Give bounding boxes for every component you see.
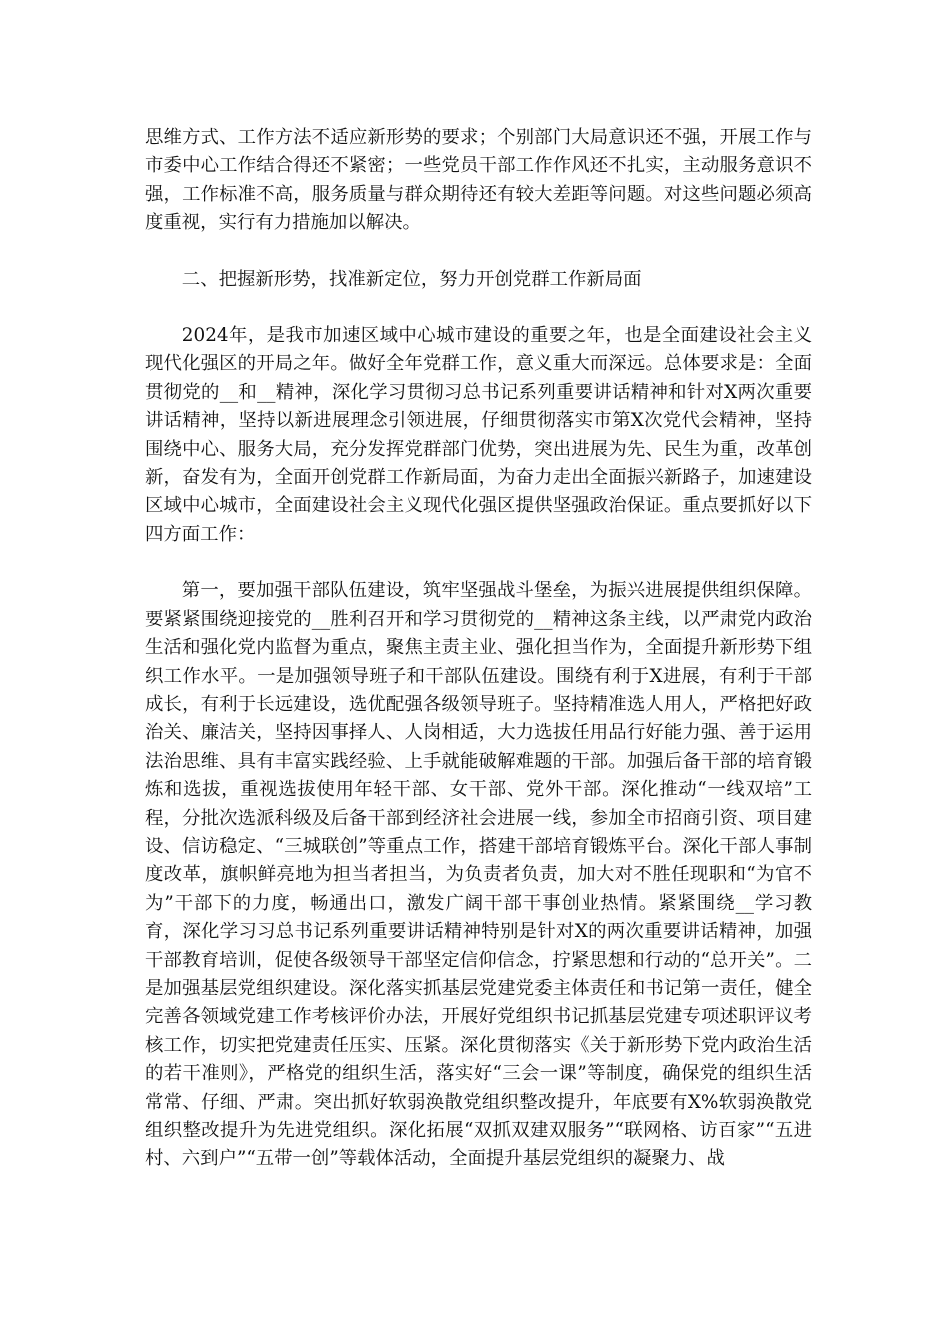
paragraph-gap [145,549,812,577]
paragraph-gap [145,294,812,322]
section-heading: 二、把握新形势，找准新定位，努力开创党群工作新局面 [181,268,642,290]
document-page [145,124,812,1174]
paragraph-gap [145,238,812,266]
paragraph-intro: 思维方式、工作方法不适应新形势的要求；个别部门大局意识还不强，开展工作与市委中心工作结合得还不紧密；一些党员干部工作作风还不扎实，主动服务意识不强，工作标准不高，服务质量与群众期待还有较大差距等问题。对这些问题必须高度重视，实行有力措施加以解决。 [145,127,812,234]
paragraph-first: 第一，要加强干部队伍建设，筑牢坚强战斗堡垒，为振兴进展提供组织保障。要紧紧围绕迎接党的__胜利召开和学习贯彻党的__精神这条主线，以严肃党内政治生活和强化党内监督为重点，聚焦主责主业、强化担当作为，全面提升新形势下组织工作水平。一是加强领导班子和干部队伍建设。围绕有利于X进展，有利于干部成长，有利于长远建设，选优配强各级领导班子。坚持精准选人用人，严格把好政治关、廉洁关，坚持因事择人、人岗相适，大力选拔任用品行好能力强、善于运用法治思维、具有丰富实践经验、上手就能破解难题的干部。加强后备干部的培育锻炼和选拔，重视选拔使用年轻干部、女干部、党外干部。深化推动“一线双培”工程，分批次选派科级及后备干部到经济社会进展一线，参加全市招商引资、项目建设、信访稳定、“三城联创”等重点工作，搭建干部培育锻炼平台。深化干部人事制度改革，旗帜鲜亮地为担当者担当，为负责者负责，加大对不胜任现职和“为官不为”干部下的力度，畅通出口，激发广阔干部干事创业热情。紧紧围绕__学习教育，深化学习习总书记系列重要讲话精神特别是针对X的两次重要讲话精神，加强干部教育培训，促使各级领导干部坚定信仰信念，拧紧思想和行动的“总开关”。二是加强基层党组织建设。深化落实抓基层党建党委主体责任和书记第一责任，健全完善各领域党建工作考核评价办法，开展好党组织书记抓基层党建专项述职评议考核工作，切实把党建责任压实、压紧。深化贯彻落实《关于新形势下党内政治生活的若干准则》，严格党的组织生活，落实好“三会一课”等制度，确保党的组织生活常常、仔细、严肃。突出抓好软弱涣散党组织整改提升，年底要有X%软弱涣散党组织整改提升为先进党组织。深化拓展“双抓双建双服务”“联网格、访百家”“五进村、六到户”“五带一创”等载体活动，全面提升基层党组织的凝聚力、战 [145,580,812,1170]
paragraph-2024: 2024年，是我市加速区域中心城市建设的重要之年，也是全面建设社会主义现代化强区的开局之年。做好全年党群工作，意义重大而深远。总体要求是：全面贯彻党的__和__精神，深化学习贯彻习总书记系列重要讲话精神和针对X两次重要讲话精神，坚持以新进展理念引领进展，仔细贯彻落实市第X次党代会精神，坚持围绕中心、服务大局，充分发挥党群部门优势，突出进展为先、民生为重，改革创新，奋发有为，全面开创党群工作新局面，为奋力走出全面振兴新路子，加速建设区域中心城市，全面建设社会主义现代化强区提供坚强政治保证。重点要抓好以下四方面工作： [145,325,812,545]
